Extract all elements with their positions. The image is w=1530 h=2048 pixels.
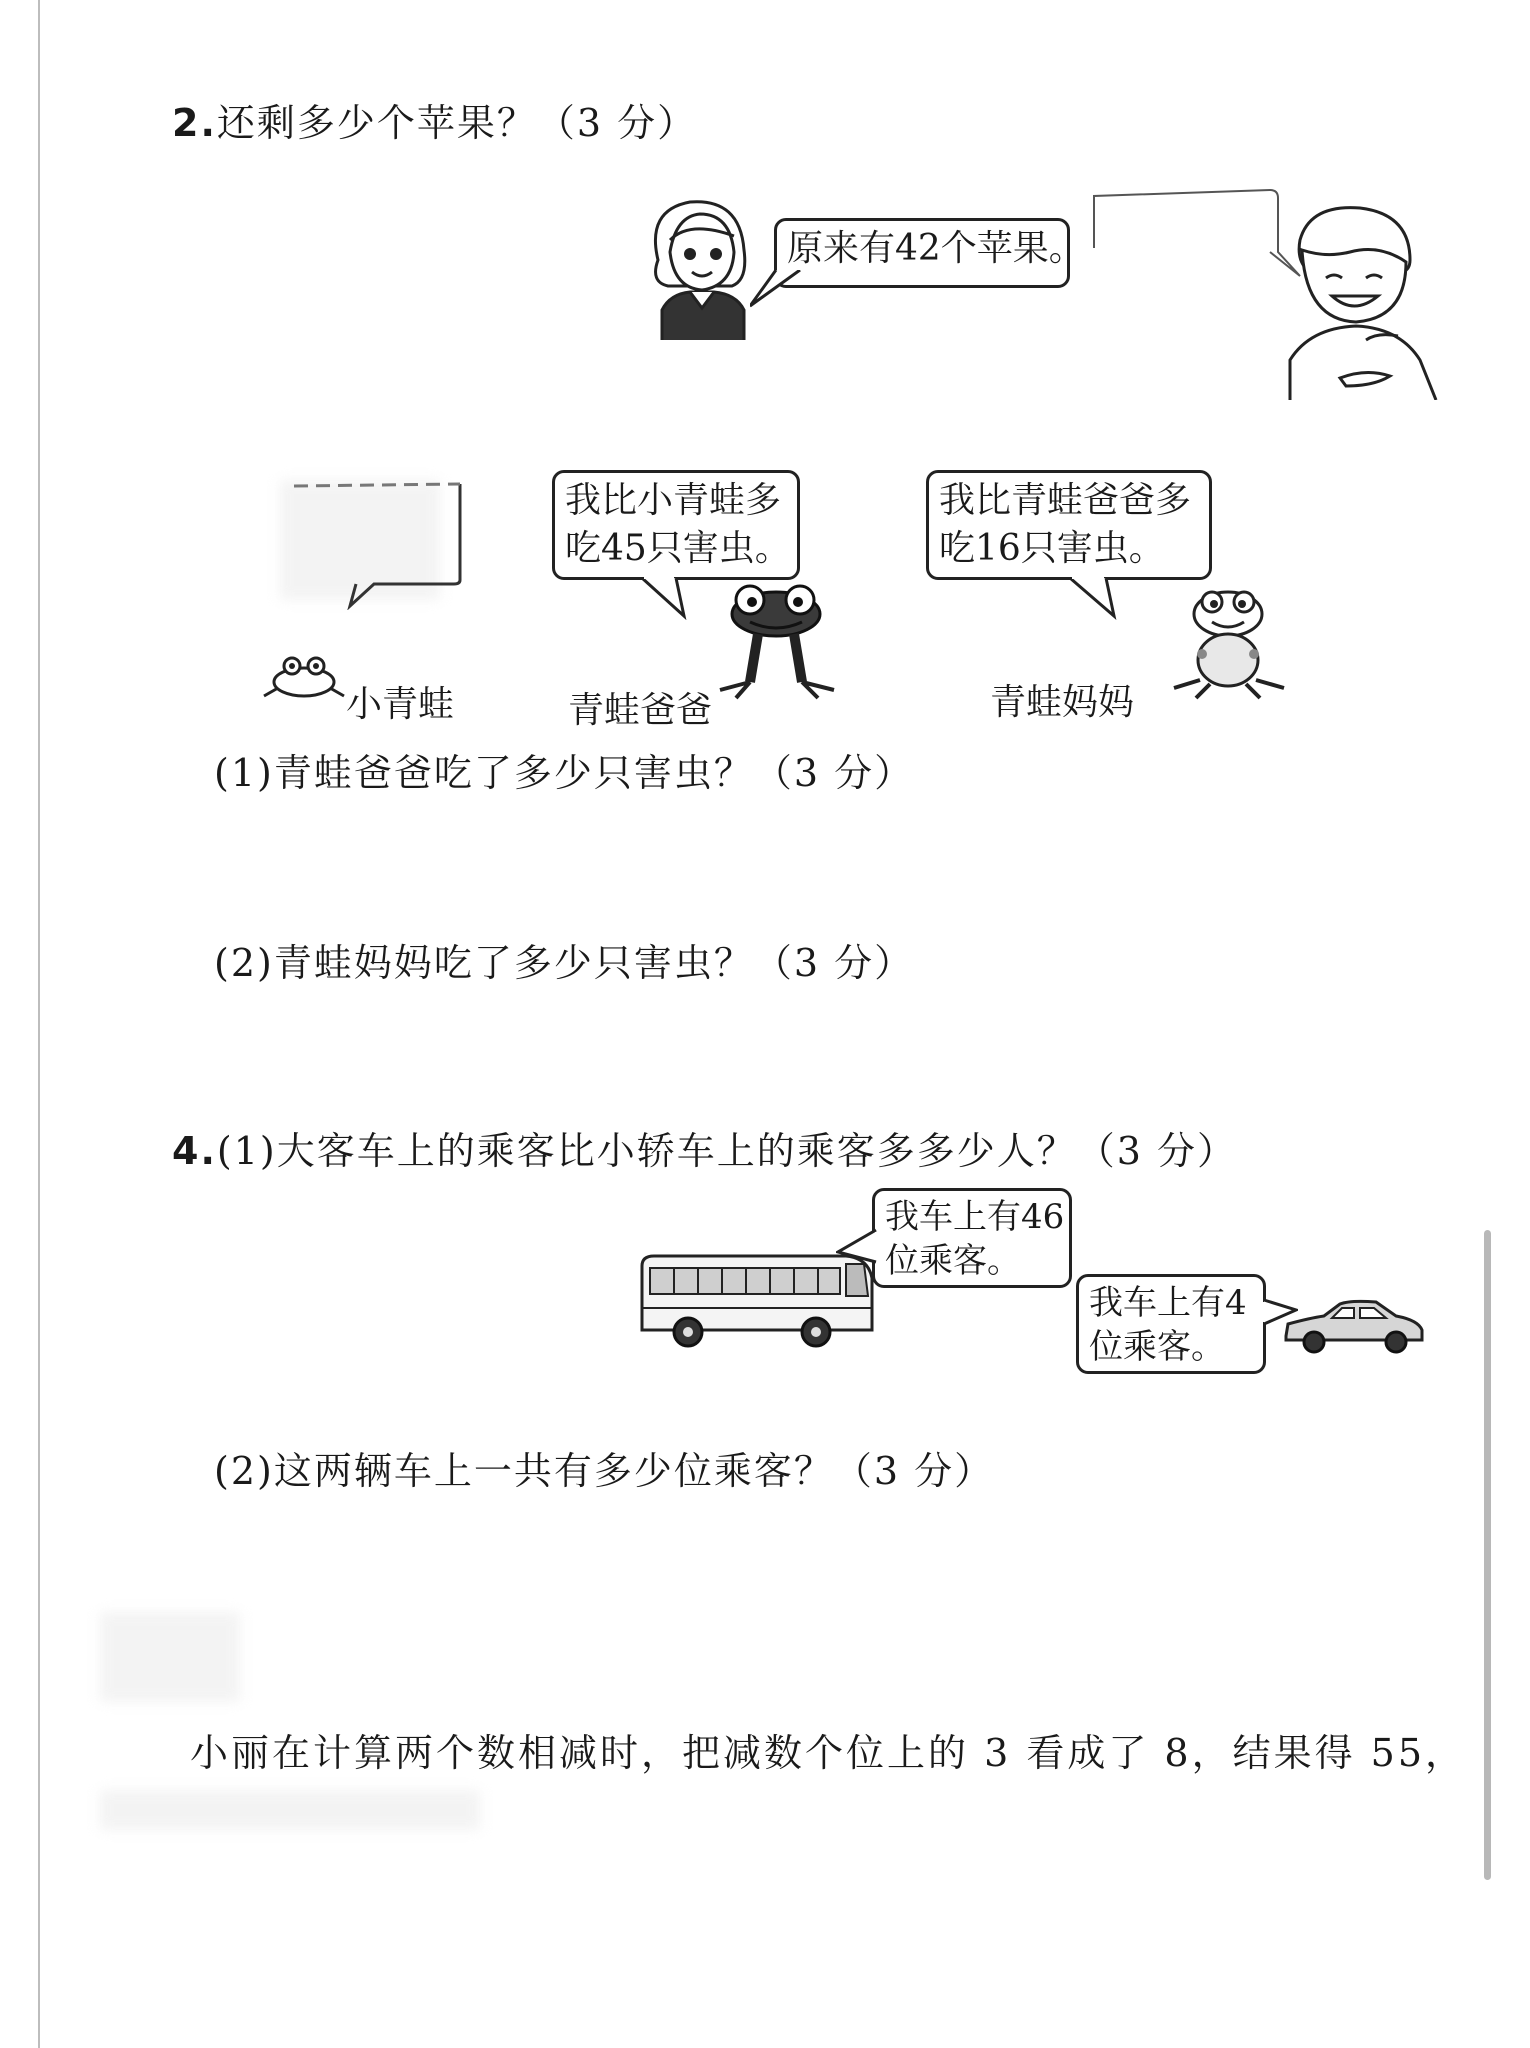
bus-illustration [636, 1252, 876, 1352]
smudge [100, 1612, 240, 1702]
mom-bubble-tail [1066, 576, 1126, 620]
mom-frog-illustration [1166, 584, 1290, 700]
mom-frog-speech-line2: 吃16只害虫。 [939, 528, 1165, 569]
small-frog-speech-text [300, 490, 450, 580]
question-2-title [172, 92, 697, 147]
car-illustration [1280, 1296, 1426, 1356]
question-4-title [172, 1120, 1237, 1175]
dad-frog-speech-line1: 我比小青蛙多 [565, 480, 782, 521]
girl-speech-bubble [774, 218, 1085, 288]
small-frog-illustration [258, 650, 350, 702]
smudge [100, 1790, 480, 1830]
page-edge-line [38, 0, 40, 2048]
dad-bubble-tail [640, 576, 700, 620]
girl-illustration [640, 190, 760, 340]
dad-frog-speech-line2: 吃45只害虫。 [565, 528, 791, 569]
boy-illustration [1270, 200, 1440, 400]
dad-frog-speech-bubble [552, 470, 800, 580]
question-2-text: 还剩多少个苹果？（3 分） [216, 101, 698, 145]
mom-frog-speech-bubble [926, 470, 1212, 580]
bus-speech-line1: 我车上有46 [885, 1197, 1065, 1237]
question-5-text: 小丽在计算两个数相减时，把减数个位上的 3 看成了 8，结果得 55， [190, 1731, 1467, 1775]
label-mom-frog: 青蛙妈妈 [990, 682, 1135, 723]
scrollbar[interactable] [1484, 1230, 1491, 1880]
mom-frog-speech-line1: 我比青蛙爸爸多 [939, 480, 1192, 521]
label-dad-frog: 青蛙爸爸 [568, 690, 713, 731]
label-small-frog: 小青蛙 [346, 684, 455, 725]
car-speech-line2: 位乘客。 [1089, 1327, 1225, 1367]
girl-bubble-tail [750, 270, 810, 310]
question-2-number: 2. [172, 101, 217, 145]
frog-question-1: (1)青蛙爸爸吃了多少只害虫？（3 分） [214, 751, 915, 795]
question-4-sub2: (2)这两辆车上一共有多少位乘客？（3 分） [214, 1449, 995, 1493]
frog-question-2: (2)青蛙妈妈吃了多少只害虫？（3 分） [214, 941, 915, 985]
question-4-sub1: (1)大客车上的乘客比小轿车上的乘客多多少人？（3 分） [216, 1129, 1237, 1173]
boy-speech-text [1096, 196, 1266, 236]
car-speech-line1: 我车上有4 [1089, 1283, 1247, 1323]
girl-speech-text: 原来有42个苹果。 [787, 228, 1085, 269]
car-speech-bubble [1076, 1274, 1266, 1374]
bus-speech-line2: 位乘客。 [885, 1241, 1021, 1281]
question-4-number: 4. [172, 1129, 217, 1173]
dad-frog-illustration [710, 578, 840, 700]
bus-speech-bubble [872, 1188, 1072, 1288]
